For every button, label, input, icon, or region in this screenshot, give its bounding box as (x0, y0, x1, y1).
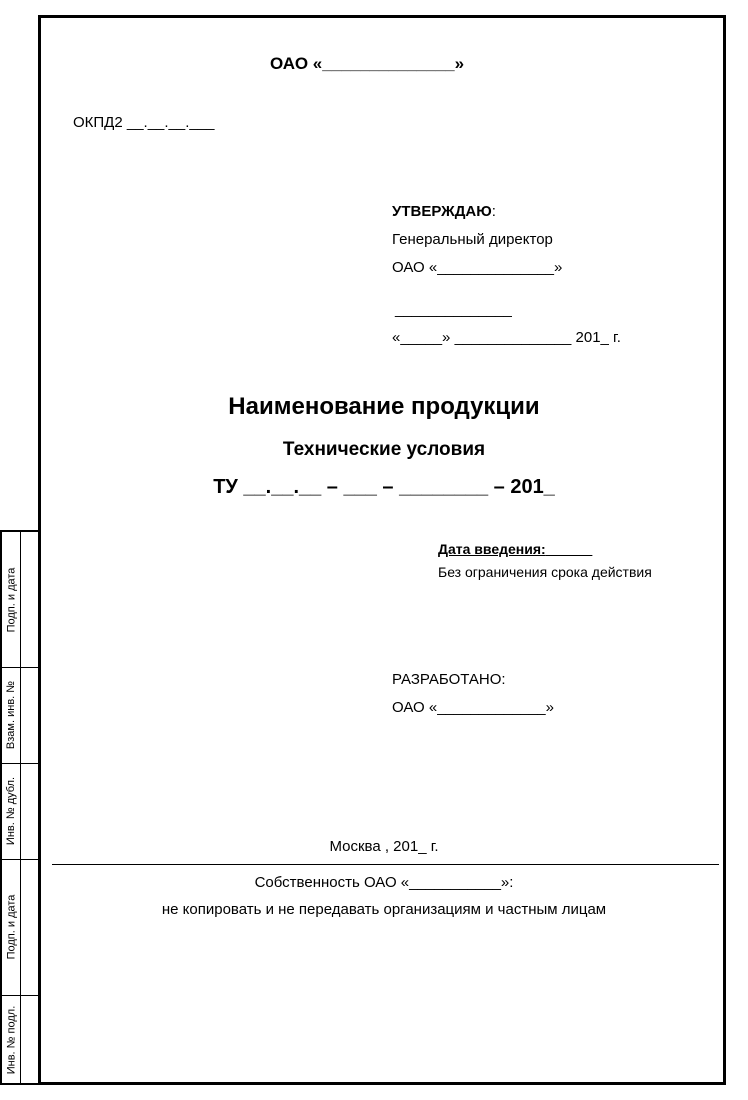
tu-code: ТУ __.__.__ – ___ – ________ – 201_ (213, 476, 555, 498)
approval-position: Генеральный директор (392, 231, 553, 248)
doc-type: Технические условия (282, 439, 486, 460)
okpd-code: ОКПД2 __.__.__.___ (73, 114, 215, 131)
ownership-text: Собственность ОАО «___________»: (254, 874, 514, 891)
intro-date: Дата введения: (438, 541, 546, 557)
side-cell-replacement-inv: Взам. инв. № (5, 680, 17, 750)
approval-org: ОАО «______________» (392, 259, 563, 276)
product-name: Наименование продукции (228, 393, 540, 420)
header-org: ОАО «______________» (270, 54, 465, 73)
side-cell-sign-date-2: Подп. и дата (5, 894, 18, 960)
footer-divider (52, 864, 719, 865)
side-cell-original-inv: Инв. № подл. (5, 1005, 17, 1075)
validity-text: Без ограничения срока действия (438, 564, 652, 580)
approval-title: УТВЕРЖДАЮ: (392, 203, 496, 220)
approval-signature-line: ______________ (395, 301, 512, 318)
copy-notice: не копировать и не передавать организациям и частным лицам (161, 901, 607, 918)
developed-title: РАЗРАБОТАНО: (392, 671, 506, 688)
side-cell-duplicate-inv: Инв. № дубл. (5, 776, 17, 846)
side-stamp-table (0, 530, 40, 1085)
document-frame (38, 15, 726, 1085)
city-year: Москва , 201_ г. (329, 838, 439, 855)
side-cell-sign-date-1: Подп. и дата (5, 567, 18, 632)
developed-org: ОАО «_____________» (392, 699, 554, 716)
approval-date: «_____» ______________ 201_ г. (392, 329, 621, 346)
